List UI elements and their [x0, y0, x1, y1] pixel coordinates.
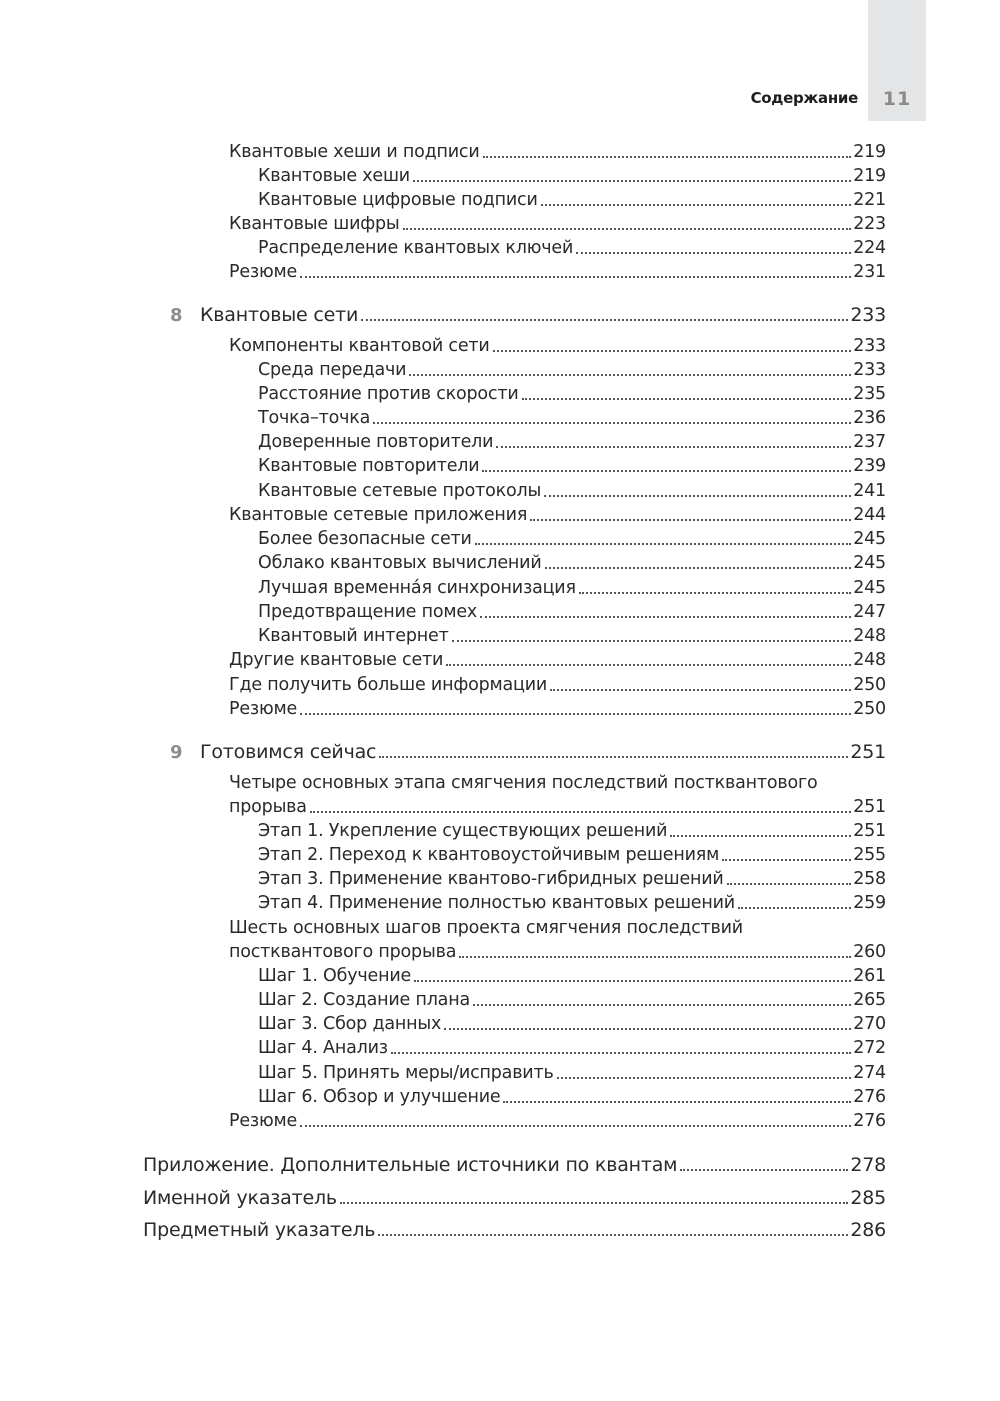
toc-entry-label: Предметный указатель: [143, 1219, 376, 1241]
toc-entry-label: Шаг 2. Создание плана: [258, 990, 470, 1010]
dot-leader: [409, 373, 851, 376]
dot-leader: [493, 349, 852, 352]
toc-entry-page: 245: [853, 553, 886, 573]
toc-entry-label: постквантового прорыва: [229, 942, 457, 962]
toc-entry-label: Шаг 1. Обучение: [258, 966, 412, 986]
toc-entry[interactable]: [258, 867, 886, 891]
toc-entry[interactable]: [258, 624, 886, 648]
toc-entry-label-line1[interactable]: Четыре основных этапа смягчения последствий постквантового: [229, 773, 818, 793]
dot-leader: [541, 203, 852, 206]
toc-entry-page: 255: [853, 845, 886, 865]
toc-entry[interactable]: [258, 891, 886, 915]
toc-entry-label: Точка–точка: [258, 408, 371, 428]
toc-entry-page: 250: [853, 675, 886, 695]
toc-entry[interactable]: [258, 1012, 886, 1036]
toc-entry[interactable]: [229, 1109, 886, 1133]
toc-entry-page: 274: [853, 1063, 886, 1083]
toc-entry[interactable]: [229, 503, 886, 527]
toc-backmatter-entry[interactable]: [143, 1218, 886, 1242]
dot-leader: [550, 688, 851, 691]
toc-entry-page: 241: [853, 481, 886, 501]
toc-entry[interactable]: [258, 164, 886, 188]
toc-entry[interactable]: [258, 188, 886, 212]
dot-leader: [473, 1003, 851, 1006]
toc-entry-label: Этап 4. Применение полностью квантовых решений: [258, 893, 735, 913]
toc-entry-label: Компоненты квантовой сети: [229, 336, 490, 356]
toc-entry[interactable]: [229, 334, 886, 358]
toc-entry-label: Доверенные повторители: [258, 432, 494, 452]
dot-leader: [496, 445, 851, 448]
dot-leader: [446, 663, 851, 666]
dot-leader: [459, 955, 851, 958]
toc-entry-label: Распределение квантовых ключей: [258, 238, 574, 258]
toc-entry[interactable]: [258, 479, 886, 503]
toc-entry-page: 261: [853, 966, 886, 986]
toc-entry-page: 245: [853, 578, 886, 598]
toc-entry[interactable]: [258, 1036, 886, 1060]
dot-leader: [576, 251, 851, 254]
toc-entry-label: Резюме: [229, 1111, 298, 1131]
toc-entry-label: Квантовые шифры: [229, 214, 400, 234]
toc-entry[interactable]: [229, 697, 886, 721]
toc-entry[interactable]: [229, 140, 886, 164]
toc-entry-page: 286: [850, 1219, 886, 1241]
dot-leader: [300, 275, 851, 278]
toc-entry-page: 237: [853, 432, 886, 452]
dot-leader: [300, 712, 851, 715]
toc-entry-label: Этап 2. Переход к квантовоустойчивым решениям: [258, 845, 720, 865]
toc-entry-page: 276: [853, 1111, 886, 1131]
dot-leader: [680, 1168, 848, 1171]
toc-entry-page: 233: [853, 360, 886, 380]
toc-entry-label: Квантовый интернет: [258, 626, 449, 646]
toc-entry-label-line1[interactable]: Шесть основных шагов проекта смягчения последствий: [229, 918, 743, 938]
toc-entry[interactable]: [258, 1061, 886, 1085]
dot-leader: [379, 755, 848, 758]
toc-entry-page: 285: [850, 1187, 886, 1209]
toc-entry[interactable]: [258, 454, 886, 478]
dot-leader: [310, 810, 851, 813]
toc-entry[interactable]: [258, 358, 886, 382]
dot-leader: [579, 591, 851, 594]
page-number: 11: [882, 88, 912, 110]
toc-entry-page: 248: [853, 650, 886, 670]
toc-entry-page: 265: [853, 990, 886, 1010]
toc-entry[interactable]: [258, 988, 886, 1012]
running-head: Содержание: [750, 89, 858, 107]
dot-leader: [413, 179, 851, 182]
chapter-title: Квантовые сети: [200, 304, 359, 326]
toc-entry[interactable]: [258, 843, 886, 867]
dot-leader: [522, 397, 852, 400]
toc-entry-label: Приложение. Дополнительные источники по квантам: [143, 1154, 678, 1176]
dot-leader: [403, 227, 852, 230]
toc-entry[interactable]: [258, 236, 886, 260]
dot-leader: [340, 1201, 848, 1204]
chapter-number: 9: [170, 742, 183, 763]
dot-leader: [544, 494, 851, 497]
toc-backmatter-entry[interactable]: [143, 1186, 886, 1210]
toc-entry-label: Шаг 6. Обзор и улучшение: [258, 1087, 501, 1107]
toc-entry-page: 233: [850, 304, 886, 326]
toc-entry-page: 248: [853, 626, 886, 646]
toc-entry-page: 278: [850, 1154, 886, 1176]
dot-leader: [361, 318, 848, 321]
toc-entry-page: 250: [853, 699, 886, 719]
dot-leader: [727, 882, 852, 885]
toc-entry-label: Другие квантовые сети: [229, 650, 444, 670]
toc-entry-label: Лучшая временнáя синхронизация: [258, 578, 576, 598]
toc-entry-page: 231: [853, 262, 886, 282]
toc-entry-label: Квантовые хеши и подписи: [229, 142, 480, 162]
toc-entry-page: 244: [853, 505, 886, 525]
toc-entry-label: Этап 1. Укрепление существующих решений: [258, 821, 668, 841]
toc-entry[interactable]: [229, 648, 886, 672]
toc-entry-label: Квантовые сетевые протоколы: [258, 481, 542, 501]
chapter-number: 8: [170, 305, 183, 326]
dot-leader: [503, 1100, 851, 1103]
toc-entry-page: 251: [850, 741, 886, 763]
dot-leader: [670, 834, 851, 837]
toc-entry[interactable]: [258, 406, 886, 430]
toc-entry[interactable]: [229, 260, 886, 284]
toc-entry-page: 224: [853, 238, 886, 258]
dot-leader: [300, 1124, 851, 1127]
toc-entry-label: Расстояние против скорости: [258, 384, 519, 404]
toc-entry[interactable]: [229, 940, 886, 964]
toc-entry-page: 276: [853, 1087, 886, 1107]
dot-leader: [444, 1027, 851, 1030]
toc-entry-label: Предотвращение помех: [258, 602, 478, 622]
toc-entry-page: 258: [853, 869, 886, 889]
toc-entry[interactable]: [229, 795, 886, 819]
dot-leader: [373, 421, 851, 424]
toc-entry[interactable]: [258, 527, 886, 551]
toc-entry-label: Именной указатель: [143, 1187, 337, 1209]
dot-leader: [391, 1051, 851, 1054]
toc-entry-page: 245: [853, 529, 886, 549]
toc-entry[interactable]: [258, 576, 886, 600]
toc-entry-page: 235: [853, 384, 886, 404]
toc-entry-page: 221: [853, 190, 886, 210]
dot-leader: [482, 469, 851, 472]
toc-entry-page: 233: [853, 336, 886, 356]
toc-entry-page: 219: [853, 142, 886, 162]
dot-leader: [452, 639, 852, 642]
toc-entry-label: Резюме: [229, 699, 298, 719]
dot-leader: [483, 155, 852, 158]
toc-entry[interactable]: [258, 1085, 886, 1109]
toc-entry-label: Квантовые хеши: [258, 166, 410, 186]
toc-chapter-entry[interactable]: [200, 740, 886, 764]
dot-leader: [545, 566, 852, 569]
dot-leader: [414, 979, 851, 982]
toc-entry-label: Шаг 5. Принять меры/исправить: [258, 1063, 554, 1083]
toc-entry-page: 236: [853, 408, 886, 428]
dot-leader: [738, 906, 851, 909]
dot-leader: [480, 615, 851, 618]
toc-entry-label: Облако квантовых вычислений: [258, 553, 542, 573]
toc-entry-label: Более безопасные сети: [258, 529, 472, 549]
toc-entry-label: Квантовые цифровые подписи: [258, 190, 538, 210]
toc-entry-page: 219: [853, 166, 886, 186]
toc-entry-label: Квантовые повторители: [258, 456, 480, 476]
toc-entry-label: Шаг 4. Анализ: [258, 1038, 388, 1058]
toc-entry-label: Среда передачи: [258, 360, 407, 380]
toc-entry-page: 247: [853, 602, 886, 622]
toc-entry-page: 270: [853, 1014, 886, 1034]
toc-entry-label: Квантовые сетевые приложения: [229, 505, 528, 525]
toc-entry[interactable]: [258, 430, 886, 454]
toc-entry-page: 272: [853, 1038, 886, 1058]
toc-backmatter-entry[interactable]: [143, 1153, 886, 1177]
toc-entry[interactable]: [258, 819, 886, 843]
toc-entry-page: 239: [853, 456, 886, 476]
dot-leader: [475, 542, 851, 545]
dot-leader: [557, 1076, 852, 1079]
toc-entry-page: 223: [853, 214, 886, 234]
toc-entry-label: Этап 3. Применение квантово-гибридных решений: [258, 869, 724, 889]
toc-chapter-entry[interactable]: [200, 303, 886, 327]
toc-entry-label: Где получить больше информации: [229, 675, 548, 695]
toc-entry-label: прорыва: [229, 797, 307, 817]
dot-leader: [722, 858, 851, 861]
toc-entry[interactable]: [258, 382, 886, 406]
dot-leader: [378, 1233, 848, 1236]
toc-entry[interactable]: [258, 600, 886, 624]
toc-entry[interactable]: [229, 212, 886, 236]
toc-entry[interactable]: [258, 964, 886, 988]
chapter-title: Готовимся сейчас: [200, 741, 377, 763]
toc-entry-label: Шаг 3. Сбор данных: [258, 1014, 442, 1034]
toc-entry[interactable]: [229, 673, 886, 697]
dot-leader: [530, 518, 851, 521]
toc-entry[interactable]: [258, 551, 886, 575]
toc-entry-page: 251: [853, 797, 886, 817]
toc-entry-label: Резюме: [229, 262, 298, 282]
toc-entry-page: 251: [853, 821, 886, 841]
toc-entry-page: 259: [853, 893, 886, 913]
toc-entry-page: 260: [853, 942, 886, 962]
